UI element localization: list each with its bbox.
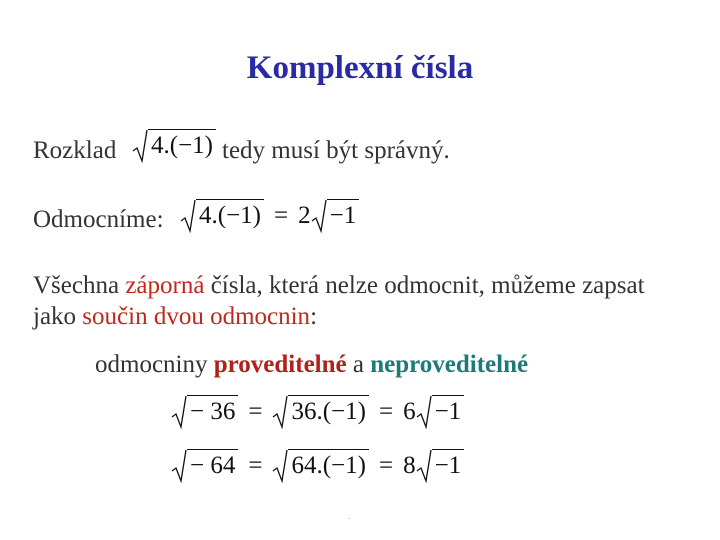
radical-sign-icon	[171, 395, 187, 429]
eq1-right: −1	[432, 395, 465, 429]
rozklad-suffix: tedy musí být správný.	[222, 137, 450, 164]
radical-sign-icon	[272, 395, 288, 429]
radical-sign-icon	[272, 449, 288, 483]
label-proveditelne: proveditelné	[213, 351, 347, 378]
equals-sign: =	[274, 202, 289, 229]
equation-64	[171, 449, 464, 483]
eq2-coef: 8	[403, 452, 416, 479]
radical-sign-icon	[180, 199, 196, 233]
odmocnime-equation	[180, 199, 359, 233]
rozklad-label: Rozklad	[33, 137, 117, 164]
paragraph-line-1: Všechna záporná čísla, která nelze odmocnit, můžeme zapsat	[33, 272, 645, 299]
equation-36	[171, 395, 464, 429]
eq1-mid: 36.(−1)	[288, 395, 369, 429]
equals-sign: =	[248, 398, 263, 425]
radical-sign-icon	[171, 449, 187, 483]
odmocnime-label: Odmocníme:	[33, 206, 164, 233]
kinds-line: odmocniny proveditelné a neproveditelné	[95, 351, 529, 378]
eq1-left: − 36	[187, 395, 238, 429]
eq2-left: − 64	[187, 449, 238, 483]
eq2-right: −1	[432, 449, 465, 483]
eq2-mid: 64.(−1)	[288, 449, 369, 483]
footer-dot: .	[348, 512, 350, 521]
odmocnime-radicand-2: −1	[327, 199, 360, 233]
rozklad-radicand: 4.(−1)	[148, 129, 216, 163]
label-neproveditelne: neproveditelné	[370, 351, 529, 378]
radical-sign-icon	[132, 129, 148, 163]
radical-sign-icon	[416, 449, 432, 483]
radical-sign-icon	[311, 199, 327, 233]
odmocnime-radicand: 4.(−1)	[196, 199, 264, 233]
equals-sign: =	[378, 452, 394, 479]
highlight-zaporna: záporná	[125, 272, 205, 299]
equals-sign: =	[378, 398, 394, 425]
equals-sign: =	[248, 452, 263, 479]
radical-sign-icon	[416, 395, 432, 429]
eq1-coef: 6	[403, 398, 416, 425]
rozklad-sqrt	[132, 129, 216, 163]
slide-title: Komplexní čísla	[246, 50, 474, 86]
highlight-soucin: součin dvou odmocnin	[82, 303, 311, 330]
paragraph-line-2: jako součin dvou odmocnin:	[33, 303, 318, 330]
odmocnime-coefficient: 2	[298, 202, 311, 229]
